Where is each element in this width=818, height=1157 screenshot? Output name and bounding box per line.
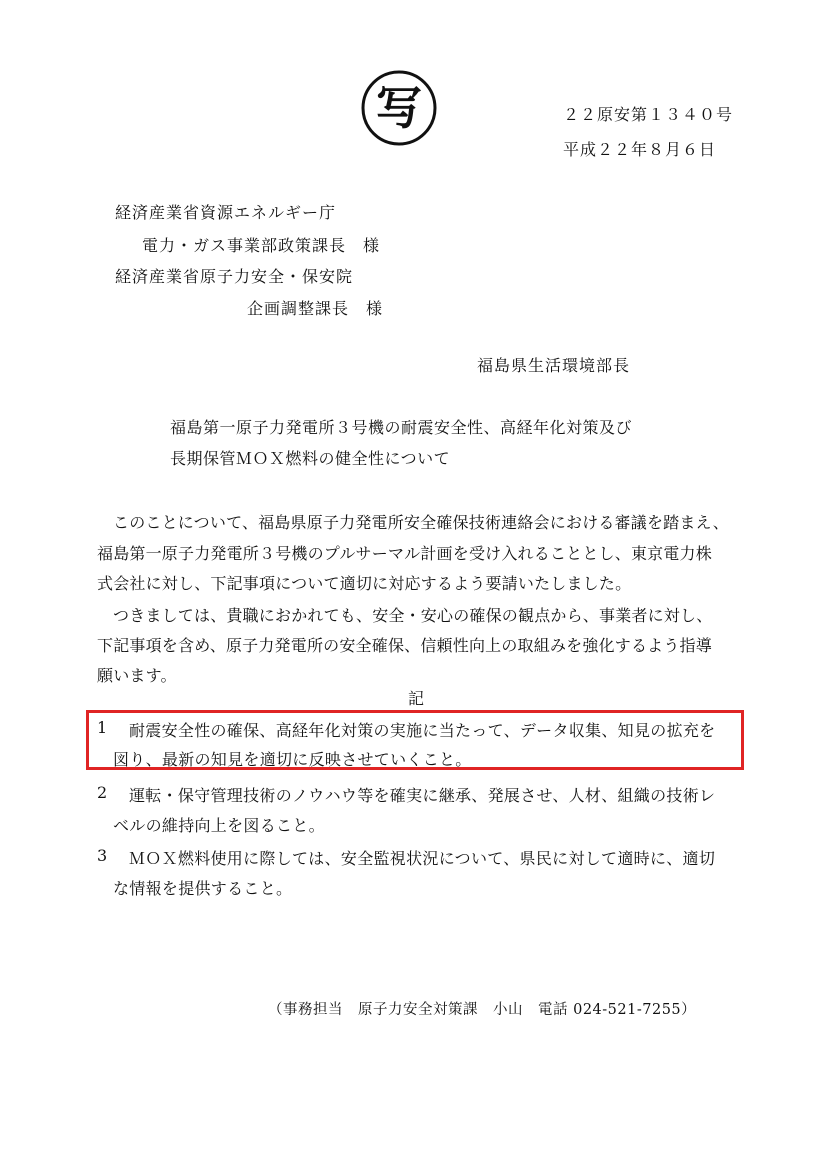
item-text: 運転・保守管理技術のノウハウ等を確実に継承、発展させ、人材、組織の技術レ [129, 786, 716, 805]
subject-line-1: 福島第一原子力発電所３号機の耐震安全性、高経年化対策及び [170, 418, 633, 437]
document-number: ２２原安第１３４０号 [563, 105, 734, 124]
body-line: このことについて、福島県原子力発電所安全確保技術連絡会における審議を踏まえ、 [113, 513, 729, 532]
body-line: 願います。 [97, 666, 177, 685]
copy-stamp-seal [359, 68, 439, 148]
ki-heading: 記 [408, 689, 425, 708]
body-line: つきましては、貴職におかれても、安全・安心の確保の観点から、事業者に対し、 [113, 606, 713, 625]
body-line: 福島第一原子力発電所３号機のプルサーマル計画を受け入れることとし、東京電力株 [97, 544, 712, 563]
subject-line-2: 長期保管ＭＯＸ燃料の健全性について [170, 449, 451, 468]
contact-info: （事務担当 原子力安全対策課 小山 電話 024-521-7255） [268, 1002, 697, 1018]
item-text: ＭＯＸ燃料使用に際しては、安全監視状況について、県民に対して適時に、適切 [129, 849, 716, 868]
recipient-agency-1: 経済産業省資源エネルギー庁 [115, 203, 337, 222]
item-text: 図り、最新の知見を適切に反映させていくこと。 [113, 750, 472, 769]
item-number: 2 [97, 783, 108, 802]
item-number: 1 [97, 718, 108, 737]
recipient-agency-2: 経済産業省原子力安全・保安院 [115, 267, 354, 286]
item-text: 耐震安全性の確保、高経年化対策の実施に当たって、データ収集、知見の拡充を [129, 721, 716, 740]
recipient-title-1: 電力・ガス事業部政策課長 様 [142, 236, 381, 255]
item-number: 3 [97, 846, 108, 865]
recipient-title-2: 企画調整課長 様 [247, 299, 384, 318]
stamp-glyph: 写 [376, 81, 422, 135]
item-text: な情報を提供すること。 [113, 879, 293, 898]
document-date: 平成２２年８月６日 [563, 140, 717, 159]
item-text: ベルの維持向上を図ること。 [113, 816, 325, 835]
body-line: 式会社に対し、下記事項について適切に対応するよう要請いたしました。 [97, 574, 632, 593]
sender: 福島県生活環境部長 [477, 356, 631, 375]
body-line: 下記事項を含め、原子力発電所の安全確保、信頼性向上の取組みを強化するよう指導 [97, 636, 712, 655]
